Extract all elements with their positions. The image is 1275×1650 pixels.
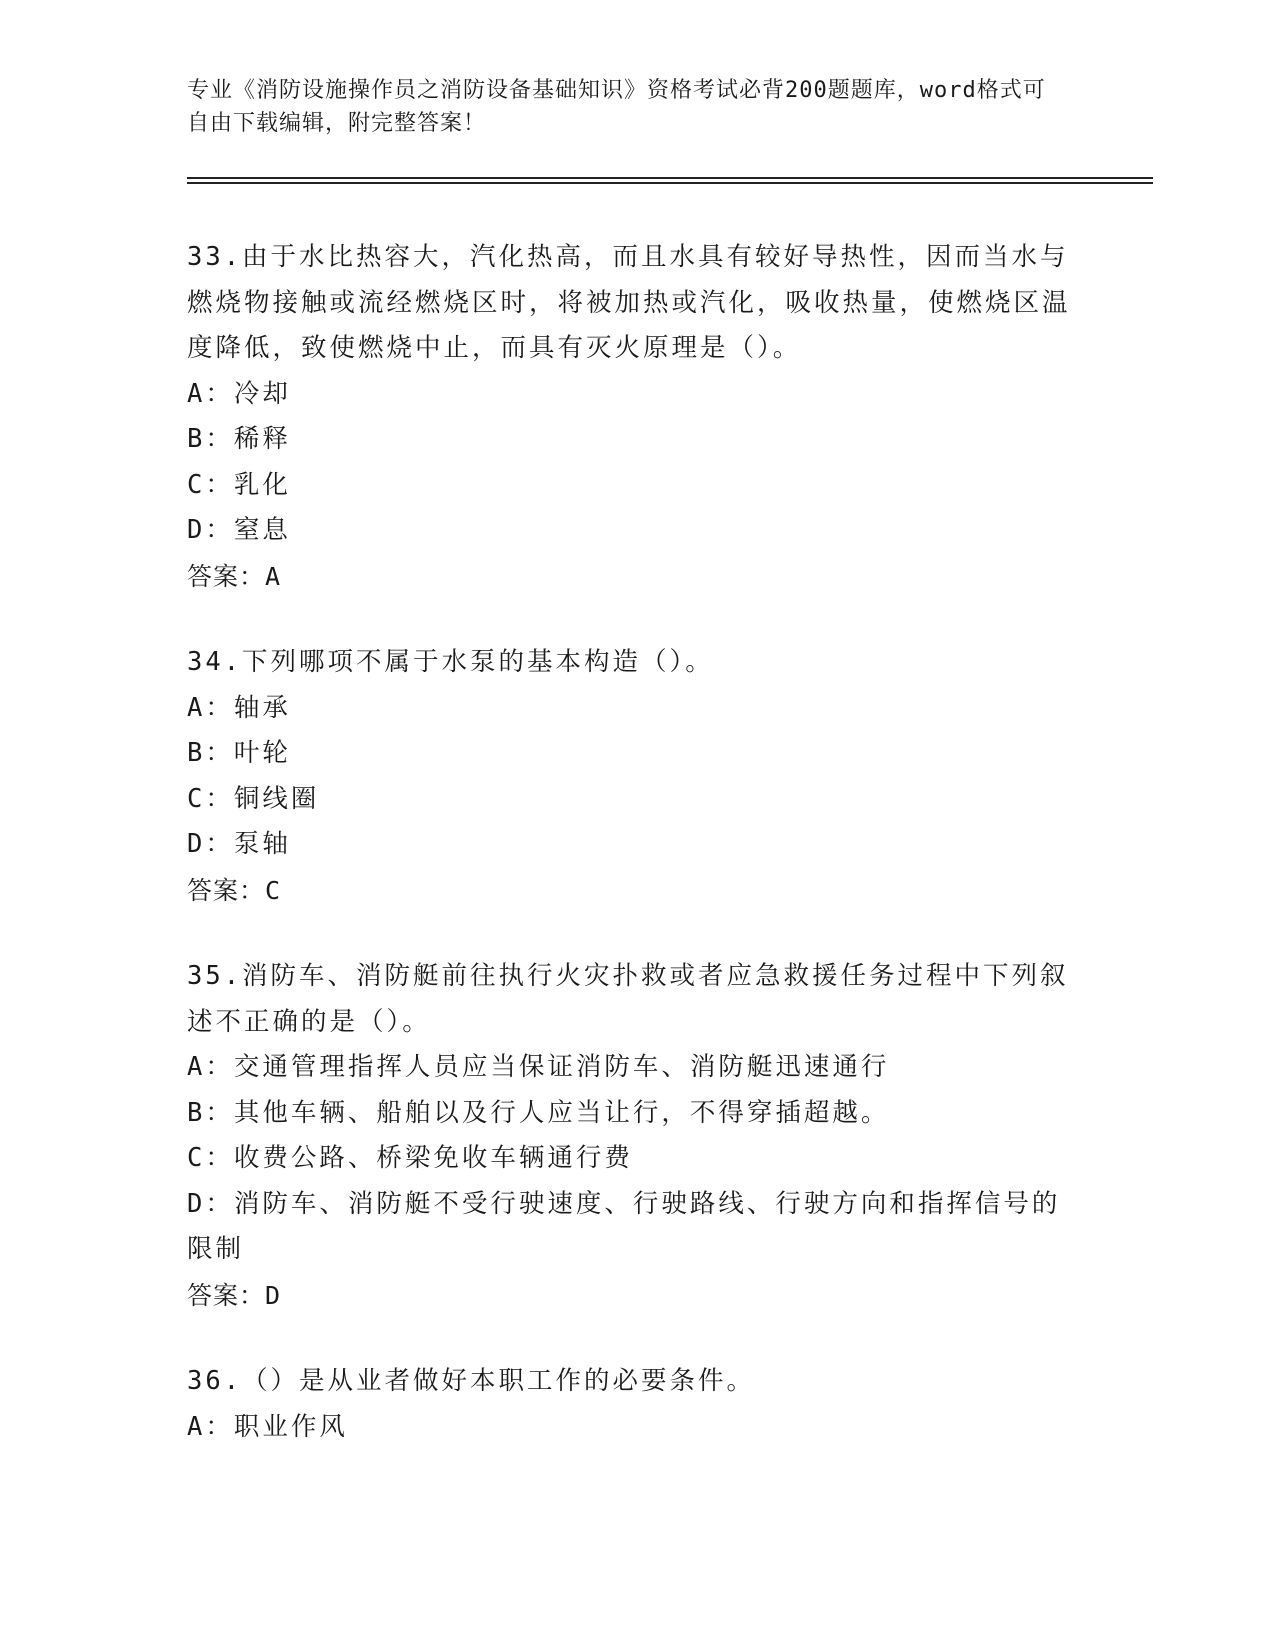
- answer-value: A: [265, 561, 282, 591]
- question-text: 34.下列哪项不属于水泵的基本构造（）。: [187, 647, 714, 677]
- document-header: 专业《消防设施操作员之消防设备基础知识》资格考试必背200题题库，word格式可自由下载编辑，附完整答案！: [187, 78, 1046, 136]
- option-b: B：稀释: [187, 424, 291, 454]
- answer-value: C: [265, 875, 282, 905]
- question-text: 36.（）是从业者做好本职工作的必要条件。: [187, 1366, 756, 1396]
- option-a: A：职业作风: [187, 1411, 348, 1442]
- option-c: C：乳化: [187, 469, 291, 500]
- answer-value: D: [265, 1280, 282, 1310]
- option-c: C：收费公路、桥梁免收车辆通行费: [187, 1143, 633, 1173]
- option-d: D：窒息: [187, 515, 291, 545]
- answer-prefix: 答案：: [187, 875, 266, 905]
- question-text: 33.由于水比热容大，汽化热高，而且水具有较好导热性，因而当水与燃烧物接触或流经燃烧区时，将被加热或汽化，吸收热量，使燃烧区温度降低，致使燃烧中止，而具有灭火原理是（）。: [187, 242, 1071, 363]
- header-rule-bottom: [187, 182, 1153, 184]
- option-a: A：轴承: [187, 692, 291, 723]
- option-d: D：泵轴: [187, 829, 291, 859]
- option-a: A：交通管理指挥人员应当保证消防车、消防艇迅速通行: [187, 1052, 890, 1082]
- answer-prefix: 答案：: [187, 1280, 266, 1310]
- option-d: D：消防车、消防艇不受行驶速度、行驶路线、行驶方向和指挥信号的限制: [187, 1188, 1061, 1264]
- answer-line: [187, 868, 1087, 914]
- question-34: [187, 640, 1087, 913]
- question-text: 35.消防车、消防艇前往执行火灾扑救或者应急救援任务过程中下列叙述不正确的是（）。: [187, 961, 1069, 1037]
- option-b: B：叶轮: [187, 738, 291, 768]
- question-list: [187, 235, 1087, 1491]
- question-33: [187, 235, 1087, 599]
- header-rule-top: [187, 177, 1153, 179]
- answer-line: [187, 1273, 1087, 1319]
- option-b: B：其他车辆、船舶以及行人应当让行，不得穿插超越。: [187, 1097, 890, 1128]
- answer-line: [187, 554, 1087, 600]
- question-36: [187, 1359, 1087, 1450]
- answer-prefix: 答案：: [187, 561, 266, 591]
- question-35: [187, 954, 1087, 1318]
- option-c: C：铜线圈: [187, 783, 320, 814]
- option-a: A：冷却: [187, 378, 291, 409]
